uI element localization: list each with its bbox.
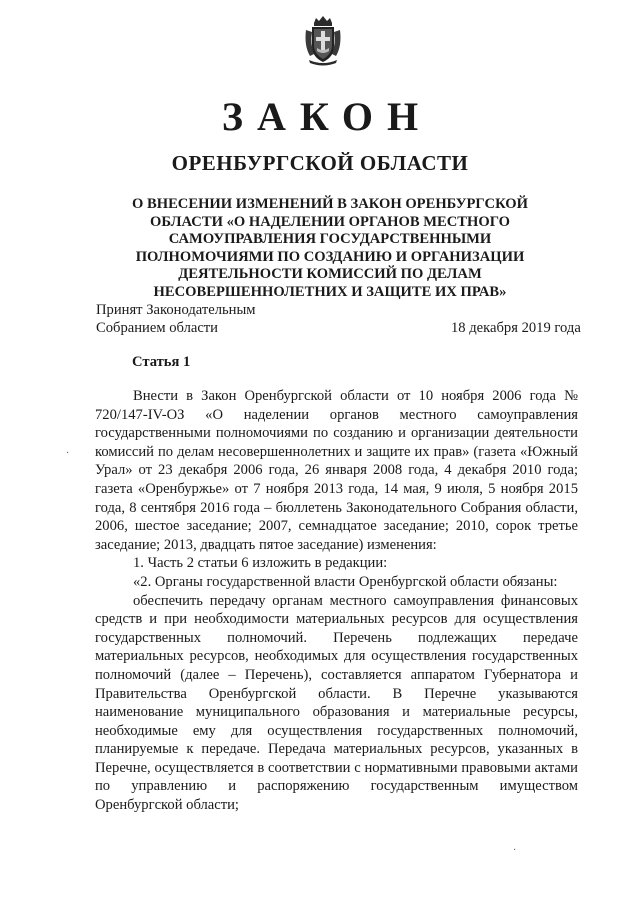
paragraph: Внести в Закон Оренбургской области от 10 ноября 2006 года № 720/147-IV-ОЗ «О наделении органов местного самоуправления государственными полномочиями по созданию и организации деятельности комиссий по делам несовершеннолетних и защите их прав» (газета «Южный Урал» от 23 декабря 2006 года, 26 января 2008 года, 4 декабря 2010 года; газета «Оренбуржье» от 7 ноября 2013 года, 14 мая, 9 июля, 5 ноября 2015 года, 8 сентября 2016 года – бюллетень Законодательного Собрания области, 2006, шестое заседание; 2007, семнадцатое заседание; 2010, сорок третье заседание; 2013, двадцать пятое заседание) изменения: — [95, 388, 578, 553]
orenburg-coat-of-arms-icon — [303, 16, 343, 66]
paragraph: 1. Часть 2 статьи 6 изложить в редакции: — [133, 555, 388, 572]
adoption-note — [96, 301, 255, 337]
law-subject: О ВНЕСЕНИИ ИЗМЕНЕНИЙ В ЗАКОН ОРЕНБУРГСКОЙ ОБЛАСТИ «О НАДЕЛЕНИИ ОРГАНОВ МЕСТНОГО САМОУПРАВЛЕНИЯ ГОСУДАРСТВЕННЫМИ ПОЛНОМОЧИЯМИ ПО СОЗДАНИЮ И ОРГАНИЗАЦИИ ДЕЯТЕЛЬНОСТИ КОМИССИЙ ПО ДЕЛАМ НЕСОВЕРШЕННОЛЕТНИХ И ЗАЩИТЕ ИХ ПРАВ» — [131, 196, 528, 300]
adoption-line-2: Собранием области — [96, 320, 218, 336]
scan-mark: · — [66, 448, 70, 459]
paragraph: обеспечить передачу органам местного самоуправления финансовых средств и при необходимости материальных ресурсов для осуществления государственных полномочий. Перечень подлежащих передаче материальных ресурсов, необходимых для осуществления государственных полномочий (далее – Перечень), составляется аппаратом Губернатора и Правительства Оренбургской области. В Перечне указываются наименование муниципального образования и материальные ресурсы, необходимые ему для осуществления государственных полномочий, планируемые к передаче. Передача материальных ресурсов, указанных в Перечне, осуществляется в соответствии с нормативными правовыми актами по управлению и распоряжению государственным имуществом Оренбургской области; — [95, 592, 578, 814]
article-heading: Статья 1 — [132, 354, 191, 370]
article-body — [95, 387, 578, 815]
paragraph: «2. Органы государственной власти Оренбургской области обязаны: — [133, 573, 558, 590]
scan-mark: · — [513, 845, 517, 856]
law-title: ЗАКОН — [221, 94, 433, 139]
adoption-line-1: Принят Законодательным — [96, 302, 256, 318]
region-title: ОРЕНБУРГСКОЙ ОБЛАСТИ — [171, 151, 469, 175]
adoption-date: 18 декабря 2019 года — [451, 320, 581, 336]
